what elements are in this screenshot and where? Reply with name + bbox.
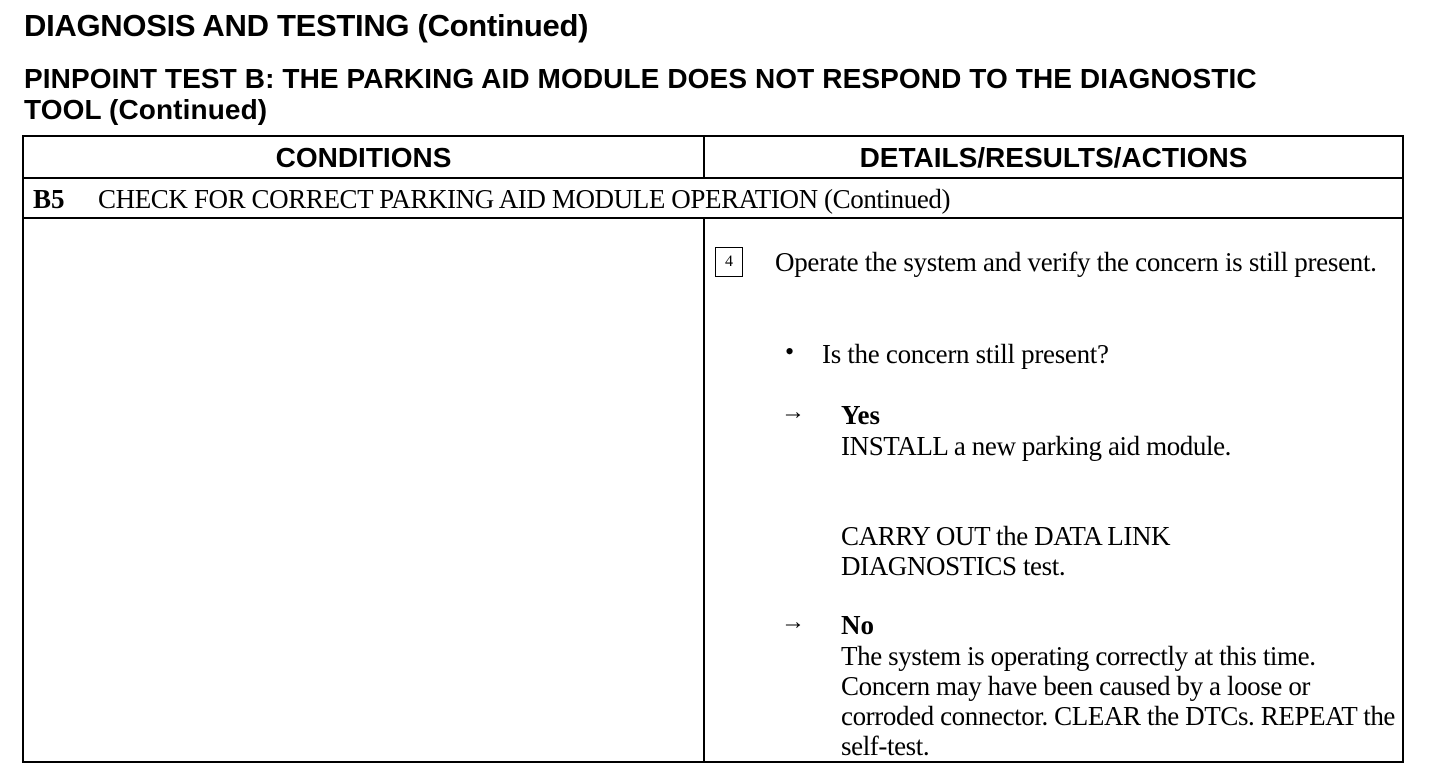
- instruction-text: Operate the system and verify the concern is still present.: [775, 247, 1377, 277]
- no-label: No: [841, 610, 874, 640]
- pinpoint-test-title: [24, 63, 1424, 125]
- bullet-icon: •: [785, 337, 795, 366]
- yes-label: Yes: [841, 400, 880, 430]
- step-id: B5: [33, 184, 65, 214]
- table-header-row: [24, 137, 1402, 179]
- substep-number-box: 4: [715, 247, 743, 277]
- details-column: [705, 217, 1402, 763]
- step-title-row: [24, 177, 1402, 219]
- conditions-column-header: CONDITIONS: [275, 142, 452, 173]
- arrow-right-icon: →: [781, 609, 805, 635]
- pinpoint-test-title-line2: TOOL (Continued): [24, 94, 268, 125]
- pinpoint-test-title-line1: PINPOINT TEST B: THE PARKING AID MODULE DOES NOT RESPOND TO THE DIAGNOSTIC: [24, 63, 1257, 94]
- yes-action-install: INSTALL a new parking aid module.: [841, 431, 1232, 461]
- page-title: DIAGNOSIS AND TESTING (Continued): [24, 8, 589, 43]
- yes-action-carry-out: CARRY OUT the DATA LINK DIAGNOSTICS test.: [841, 521, 1171, 581]
- question-text: Is the concern still present?: [822, 339, 1109, 369]
- step-title: CHECK FOR CORRECT PARKING AID MODULE OPERATION (Continued): [98, 184, 951, 214]
- no-action-text: The system is operating correctly at this time. Concern may have been caused by a loose or corroded connector. CLEAR the DTCs. REPEAT the self-test.: [841, 641, 1396, 761]
- arrow-right-icon: →: [781, 399, 805, 425]
- details-column-header: DETAILS/RESULTS/ACTIONS: [859, 142, 1248, 173]
- pinpoint-test-table: [22, 135, 1404, 763]
